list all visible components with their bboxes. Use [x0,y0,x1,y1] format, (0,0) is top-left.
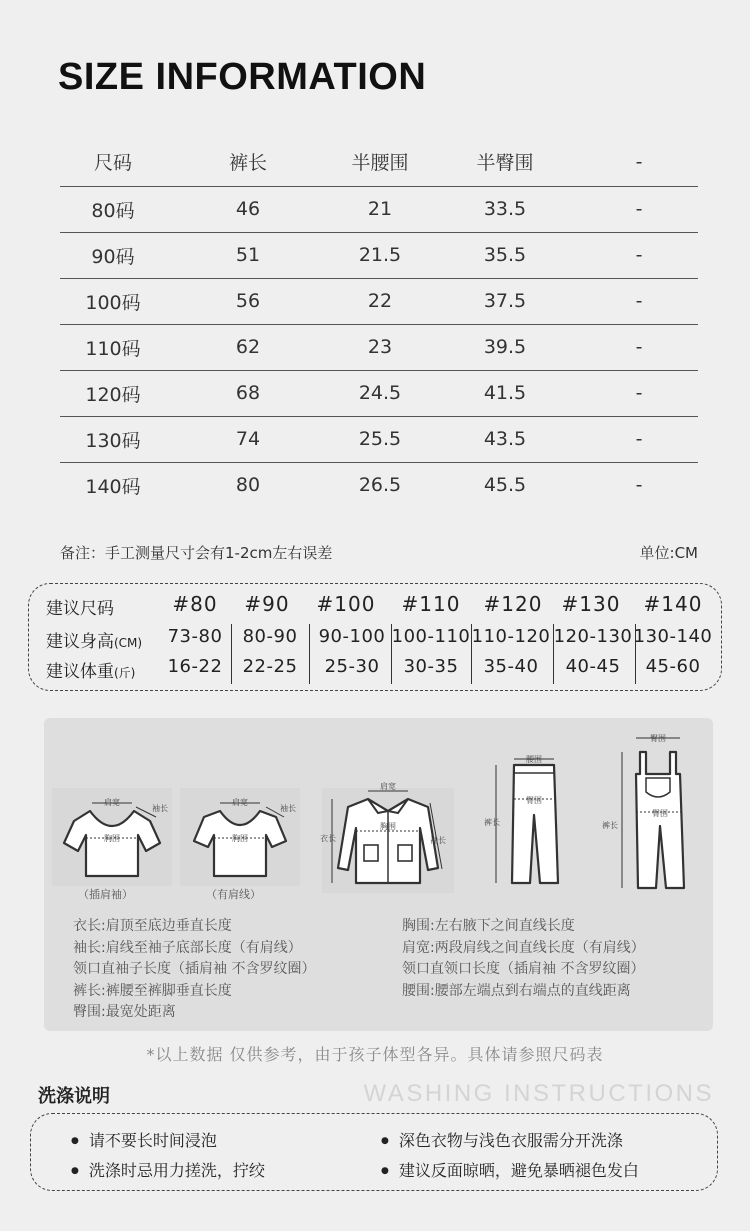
cell-size: 80码 [91,199,135,222]
rec-weight: 35-40 [483,656,539,677]
svg-text:裤长: 裤长 [484,818,500,827]
cell-half-hip: 45.5 [483,474,527,497]
washing-title: 洗涤说明 [38,1086,110,1107]
size-table-header [60,138,698,186]
rec-weight: 30-35 [403,656,459,677]
cell-size: 90码 [91,245,135,268]
cell-extra: - [635,336,643,358]
cell-pants-length: 56 [235,290,261,312]
definition-line: 裤长:裤腰至裤脚垂直长度 [73,982,232,999]
cell-half-waist: 21 [367,198,393,220]
cell-pants-length: 62 [235,336,261,358]
cell-half-hip: 33.5 [483,198,527,220]
raglan-tshirt-diagram [52,773,172,893]
cell-half-waist: 25.5 [358,428,402,450]
cell-size: 100码 [85,291,141,314]
svg-text:裤长: 裤长 [602,821,618,830]
rec-size: #80 [172,592,218,616]
rec-height: 130-140 [633,626,713,647]
header-extra: - [635,150,643,173]
svg-text:袖长: 袖长 [430,836,446,845]
overalls-diagram [600,730,705,895]
cell-extra: - [635,428,643,450]
shoulder-line-caption: （有肩线） [206,888,261,901]
disclaimer: *以上数据 仅供参考，由于孩子体型各异。具体请参照尺码表 [146,1045,604,1064]
rec-height: 73-80 [167,626,223,647]
divider [553,624,554,684]
cell-half-hip: 37.5 [483,290,527,312]
rec-size: #110 [401,592,461,616]
table-row [60,324,698,370]
cell-half-hip: 39.5 [483,336,527,358]
pants-diagram [482,753,577,893]
recommend-weight-label: 建议体重(斤) [46,662,136,682]
header-pants-length: 裤长 [228,152,267,175]
svg-text:袖长: 袖长 [280,804,296,813]
table-row [60,186,698,232]
recommend-height-label: 建议身高(CM) [46,632,143,652]
definition-line: 胸围:左右腋下之间直线长度 [402,918,575,934]
rec-weight: 22-25 [242,656,298,677]
table-row [60,278,698,324]
cell-half-hip: 35.5 [483,244,527,266]
svg-text:臀围: 臀围 [526,796,542,805]
svg-text:肩宽: 肩宽 [104,798,120,807]
cell-half-waist: 24.5 [358,382,402,404]
svg-text:衣长: 衣长 [320,834,336,843]
table-row [60,370,698,416]
svg-text:臀围: 臀围 [652,809,668,818]
divider [391,624,392,684]
raglan-caption: （插肩袖） [78,888,133,901]
cell-extra: - [635,198,643,220]
rec-size: #100 [316,592,376,616]
header-half-waist: 半腰围 [351,152,409,175]
cell-half-waist: 22 [367,290,393,312]
svg-text:袖长: 袖长 [152,804,168,813]
svg-text:臀围: 臀围 [650,734,666,743]
cell-extra: - [635,474,643,497]
cell-size: 110码 [85,337,141,360]
cell-size: 140码 [85,475,141,498]
cell-extra: - [635,290,643,312]
cell-half-waist: 21.5 [358,244,402,266]
jacket-diagram [318,773,458,898]
rec-weight: 25-30 [324,656,380,677]
cell-pants-length: 80 [235,474,261,497]
table-row [60,416,698,462]
header-half-hip: 半臀围 [476,152,534,175]
cell-pants-length: 51 [235,244,261,266]
divider [231,624,232,684]
size-table [60,138,698,508]
rec-size: #120 [483,592,543,616]
tshirt-diagram [180,773,300,893]
divider [309,624,310,684]
cell-half-waist: 23 [367,336,393,358]
svg-text:腰围: 腰围 [526,755,542,764]
header-size: 尺码 [93,152,132,175]
rec-weight: 45-60 [645,656,701,677]
cell-size: 120码 [85,383,141,406]
cell-half-hip: 43.5 [483,428,527,450]
washing-item: ● 洗涤时忌用力搓洗，拧绞 [71,1158,265,1181]
recommendation-box [28,583,722,691]
unit-label: 单位:CM [639,544,698,562]
rec-height: 110-120 [471,626,551,647]
svg-text:胸围: 胸围 [380,822,396,831]
definition-line: 腰围:腰部左端点到右端点的直线距离 [402,982,631,999]
measurement-guide [44,718,713,1031]
rec-height: 120-130 [553,626,633,647]
rec-height: 90-100 [318,626,386,647]
rec-size: #90 [244,592,290,616]
cell-half-hip: 41.5 [483,382,527,404]
definition-line: 臀围:最宽处距离 [73,1004,176,1020]
rec-height: 80-90 [242,626,298,647]
definition-line: 领口直领口长度（插肩袖 不含罗纹圈） [402,961,645,977]
recommend-size-label: 建议尺码 [46,599,114,619]
cell-pants-length: 68 [235,382,261,404]
page-title: SIZE INFORMATION [58,56,427,98]
washing-item: ● 请不要长时间浸泡 [71,1128,217,1151]
cell-extra: - [635,244,643,266]
definition-line: 领口直袖子长度（插肩袖 不含罗纹圈） [73,961,316,977]
divider [635,624,636,684]
cell-extra: - [635,382,643,404]
rec-height: 100-110 [391,626,471,647]
definition-line: 衣长:肩顶至底边垂直长度 [73,918,232,934]
cell-pants-length: 74 [235,428,261,450]
cell-pants-length: 46 [235,198,261,220]
svg-text:胸围: 胸围 [104,834,120,843]
washing-item: ● 深色衣物与浅色衣服需分开洗涤 [381,1128,623,1151]
svg-text:肩宽: 肩宽 [232,798,248,807]
washing-title-en: WASHING INSTRUCTIONS [363,1080,714,1107]
rec-weight: 16-22 [167,656,223,677]
svg-text:肩宽: 肩宽 [380,782,396,791]
cell-size: 130码 [85,429,141,452]
rec-size: #140 [643,592,703,616]
cell-half-waist: 26.5 [358,474,402,497]
rec-weight: 40-45 [565,656,621,677]
table-row [60,232,698,278]
table-row [60,462,698,508]
washing-box [30,1113,718,1191]
definitions-left [73,916,315,1024]
measurement-note: 备注：手工测量尺寸会有1-2cm左右误差 [60,544,333,562]
divider [471,624,472,684]
svg-text:胸围: 胸围 [232,834,248,843]
definition-line: 肩宽:两段肩线之间直线长度（有肩线） [402,939,645,956]
washing-item: ● 建议反面晾晒，避免暴晒褪色发白 [381,1158,639,1181]
definition-line: 袖长:肩线至袖子底部长度（有肩线） [73,939,302,956]
definitions-right [402,916,645,1002]
rec-size: #130 [561,592,621,616]
